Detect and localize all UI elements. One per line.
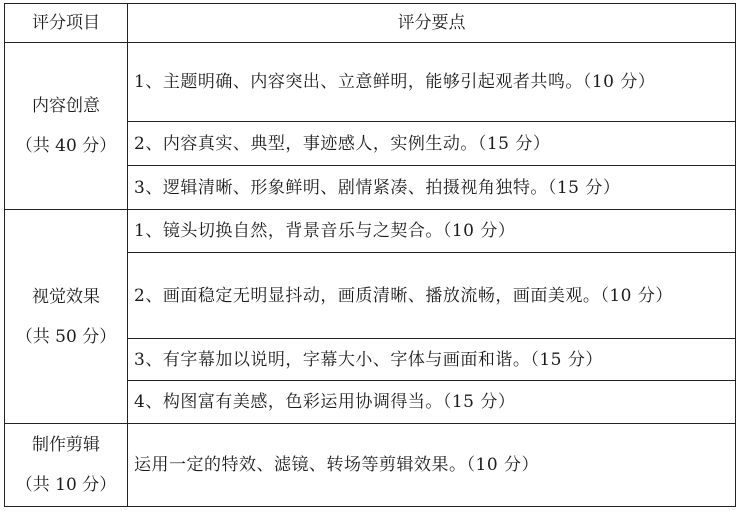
criterion-cell: 1、主题明确、内容突出、立意鲜明，能够引起观者共鸣。（10 分） (128, 43, 736, 122)
table-row (5, 43, 736, 122)
category-cell (5, 424, 128, 507)
category-name: 视觉效果 (32, 286, 100, 307)
scoring-rubric-table (4, 3, 736, 507)
header-points-cell: 评分要点 (128, 4, 736, 43)
category-cell (5, 210, 128, 424)
criterion-cell: 2、内容真实、典型，事迹感人，实例生动。（15 分） (128, 122, 736, 166)
criterion-cell: 4、构图富有美感，色彩运用协调得当。（15 分） (128, 381, 736, 424)
category-name: 内容创意 (32, 96, 100, 116)
table-row (5, 424, 736, 507)
criterion-cell: 3、逻辑清晰、形象鲜明、剧情紧凑、拍摄视角独特。（15 分） (128, 166, 736, 210)
category-score: （共 10 分） (15, 475, 117, 495)
criterion-cell: 2、画面稳定无明显抖动，画质清晰、播放流畅，画面美观。（10 分） (128, 253, 736, 339)
criterion-cell: 运用一定的特效、滤镜、转场等剪辑效果。（10 分） (128, 424, 736, 507)
table-row (5, 210, 736, 253)
header-row (5, 4, 736, 43)
category-score: （共 50 分） (15, 326, 117, 347)
header-item-cell: 评分项目 (5, 4, 128, 43)
category-name: 制作剪辑 (32, 435, 100, 455)
category-cell (5, 43, 128, 210)
criterion-cell: 3、有字幕加以说明，字幕大小、字体与画面和谐。（15 分） (128, 339, 736, 381)
category-score: （共 40 分） (15, 136, 117, 156)
criterion-cell: 1、镜头切换自然，背景音乐与之契合。（10 分） (128, 210, 736, 253)
